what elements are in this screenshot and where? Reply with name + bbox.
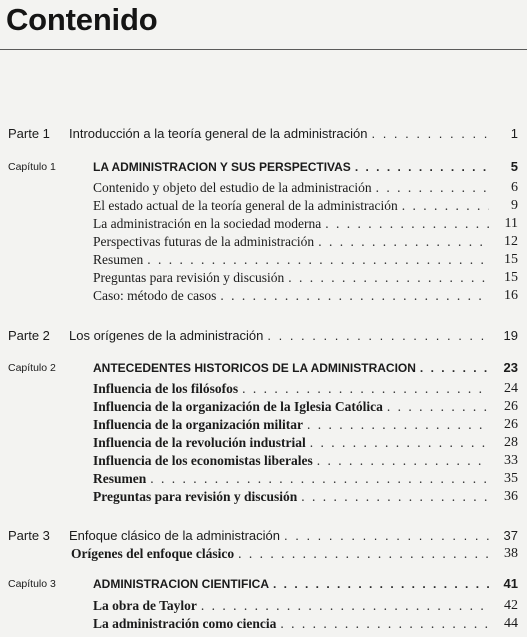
page-number: 19 bbox=[503, 328, 518, 343]
dot-leader bbox=[376, 179, 489, 197]
dot-leader bbox=[273, 575, 489, 593]
dot-leader bbox=[317, 452, 489, 470]
entry-title: Perspectivas futuras de la administración bbox=[93, 234, 315, 249]
dot-leader bbox=[150, 470, 489, 488]
toc-entry-parte bbox=[0, 125, 527, 143]
entry-title: Preguntas para revisión y discusión bbox=[93, 270, 285, 285]
dot-leader bbox=[280, 615, 489, 633]
page-number: 42 bbox=[504, 598, 518, 613]
page-number: 44 bbox=[504, 616, 518, 631]
entry-title: Enfoque clásico de la administración bbox=[69, 528, 281, 543]
dot-leader bbox=[288, 269, 489, 287]
dot-leader bbox=[147, 251, 489, 269]
page-number: 15 bbox=[504, 270, 518, 285]
toc-entry-sec bbox=[0, 233, 527, 251]
toc-entry-sec bbox=[0, 197, 527, 215]
toc-entry-cap bbox=[0, 575, 527, 593]
page-number: 38 bbox=[504, 546, 518, 561]
dot-leader bbox=[242, 380, 489, 398]
dot-leader bbox=[201, 597, 489, 615]
dot-leader bbox=[307, 416, 489, 434]
entry-title: Resumen bbox=[93, 252, 144, 267]
entry-title: Preguntas para revisión y discusión bbox=[93, 489, 298, 504]
entry-title: Resumen bbox=[93, 471, 147, 486]
dot-leader bbox=[310, 434, 489, 452]
toc-entry-sec bbox=[0, 269, 527, 287]
part-label: Parte 1 bbox=[8, 126, 50, 141]
entry-title: Influencia de la organización de la Iglesia Católica bbox=[93, 399, 383, 414]
dot-leader bbox=[325, 215, 489, 233]
page-number: 35 bbox=[504, 471, 518, 486]
entry-title: ANTECEDENTES HISTORICOS DE LA ADMINISTRACION bbox=[93, 361, 416, 375]
toc-entry-sec bbox=[0, 380, 527, 398]
dot-leader bbox=[267, 327, 489, 345]
dot-leader bbox=[238, 545, 489, 563]
toc-entry-sub bbox=[0, 545, 527, 563]
toc-entry-sec bbox=[0, 597, 527, 615]
toc-entry-parte bbox=[0, 327, 527, 345]
page-number: 24 bbox=[504, 381, 518, 396]
toc-entry-sec bbox=[0, 215, 527, 233]
entry-title: La administración en la sociedad moderna bbox=[93, 216, 322, 231]
page-number: 1 bbox=[510, 126, 518, 141]
toc-entry-sec bbox=[0, 416, 527, 434]
toc-entry-sec bbox=[0, 398, 527, 416]
page-number: 6 bbox=[511, 180, 518, 195]
entry-title: Caso: método de casos bbox=[93, 288, 217, 303]
part-label: Parte 2 bbox=[8, 328, 50, 343]
chapter-label: Capítulo 2 bbox=[8, 362, 56, 374]
entry-title: La obra de Taylor bbox=[93, 598, 197, 613]
toc-entry-parte bbox=[0, 527, 527, 545]
page-title: Contenido bbox=[6, 2, 158, 37]
entry-title: Influencia de la revolución industrial bbox=[93, 435, 306, 450]
entry-title: Orígenes del enfoque clásico bbox=[71, 546, 235, 561]
page-number: 5 bbox=[510, 159, 518, 174]
page-number: 28 bbox=[504, 435, 518, 450]
page-number: 26 bbox=[504, 399, 518, 414]
entry-title: Influencia de la organización militar bbox=[93, 417, 303, 432]
page-number: 33 bbox=[504, 453, 518, 468]
entry-title: Influencia de los filósofos bbox=[93, 381, 239, 396]
entry-title: Contenido y objeto del estudio de la administración bbox=[93, 180, 372, 195]
page-number: 16 bbox=[504, 288, 518, 303]
dot-leader bbox=[420, 359, 489, 377]
entry-title: LA ADMINISTRACION Y SUS PERSPECTIVAS bbox=[93, 160, 351, 174]
entry-title: Introducción a la teoría general de la administración bbox=[69, 126, 368, 141]
chapter-label: Capítulo 1 bbox=[8, 161, 56, 173]
chapter-label: Capítulo 3 bbox=[8, 578, 56, 590]
part-label: Parte 3 bbox=[8, 528, 50, 543]
entry-title: Influencia de los economistas liberales bbox=[93, 453, 313, 468]
page-number: 36 bbox=[504, 489, 518, 504]
dot-leader bbox=[220, 287, 489, 305]
dot-leader bbox=[318, 233, 489, 251]
page-number: 41 bbox=[503, 576, 518, 591]
dot-leader bbox=[387, 398, 489, 416]
page-number: 11 bbox=[504, 216, 518, 231]
title-divider bbox=[0, 49, 527, 50]
page-number: 26 bbox=[504, 417, 518, 432]
toc-entry-sec bbox=[0, 470, 527, 488]
entry-title: ADMINISTRACION CIENTIFICA bbox=[93, 577, 269, 591]
toc-entry-sec bbox=[0, 615, 527, 633]
page-number: 12 bbox=[504, 234, 518, 249]
entry-title: La administración como ciencia bbox=[93, 616, 277, 631]
dot-leader bbox=[284, 527, 489, 545]
toc-entry-sec bbox=[0, 251, 527, 269]
entry-title: El estado actual de la teoría general de la administración bbox=[93, 198, 398, 213]
toc-entry-sec bbox=[0, 452, 527, 470]
toc-entry-sec bbox=[0, 179, 527, 197]
page-number: 15 bbox=[504, 252, 518, 267]
dot-leader bbox=[355, 158, 489, 176]
toc-entry-sec bbox=[0, 287, 527, 305]
toc-entry-cap bbox=[0, 359, 527, 377]
dot-leader bbox=[371, 125, 489, 143]
dot-leader bbox=[301, 488, 489, 506]
toc-entry-sec bbox=[0, 488, 527, 506]
entry-title: Los orígenes de la administración bbox=[69, 328, 264, 343]
dot-leader bbox=[402, 197, 489, 215]
page-number: 37 bbox=[503, 528, 518, 543]
toc-entry-cap bbox=[0, 158, 527, 176]
page-number: 9 bbox=[511, 198, 518, 213]
page-number: 23 bbox=[503, 360, 518, 375]
toc-entry-sec bbox=[0, 434, 527, 452]
